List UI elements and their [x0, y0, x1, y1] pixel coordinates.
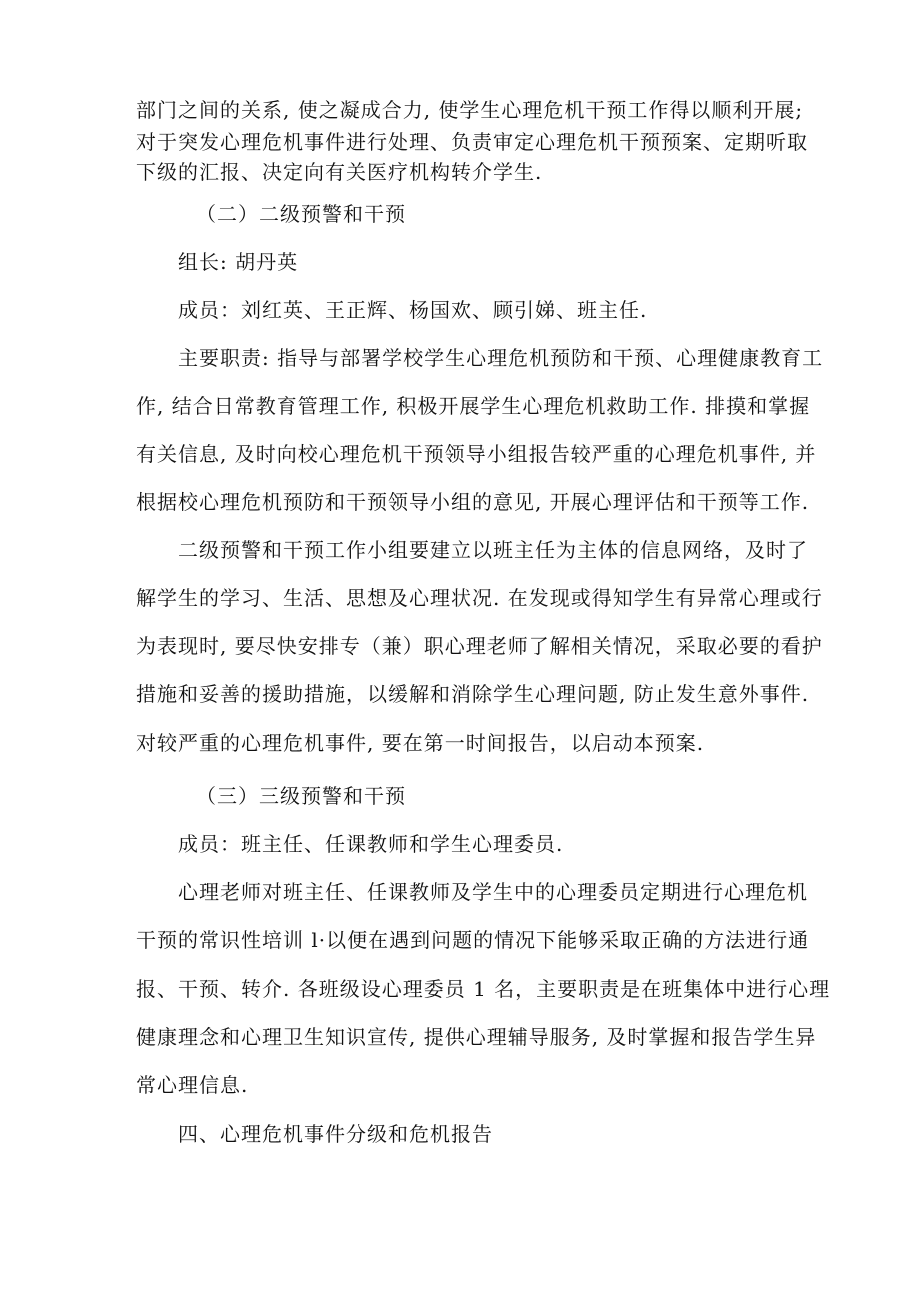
- text-line: 根据校心理危机预防和干预领导小组的意见, 开展心理评估和干预等工作.: [136, 490, 810, 514]
- text-line: 健康理念和心理卫生知识宣传, 提供心理辅导服务, 及时掌握和报告学生异: [136, 1025, 817, 1049]
- text-line: 成员：班主任、任课教师和学生心理委员.: [178, 832, 564, 856]
- text-line: 组长: 胡丹英: [178, 250, 299, 274]
- section-heading-2: （二）二级预警和干预: [196, 202, 406, 226]
- text-line: 常心理信息.: [136, 1073, 249, 1097]
- text-line: 解学生的学习、生活、思想及心理状况. 在发现或得知学生有异常心理或行: [136, 586, 823, 610]
- text-line: 二级预警和干预工作小组要建立以班主任为主体的信息网络，及时了: [178, 538, 808, 562]
- text-line: 为表现时, 要尽快安排专（兼）职心理老师了解相关情况，采取必要的看护: [136, 634, 823, 658]
- text-line: 有关信息, 及时向校心理危机干预领导小组报告较严重的心理危机事件, 并: [136, 442, 817, 466]
- text-line: 对于突发心理危机事件进行处理、负责审定心理危机干预预案、定期听取: [136, 130, 808, 154]
- text-line: 主要职责: 指导与部署学校学生心理危机预防和干预、心理健康教育工: [178, 346, 824, 370]
- text-line: 干预的常识性培训 l·以便在遇到问题的情况下能够采取正确的方法进行通: [136, 928, 810, 952]
- text-line: 对较严重的心理危机事件, 要在第一时间报告，以启动本预案.: [136, 731, 705, 755]
- section-heading-4: 四、心理危机事件分级和危机报告: [178, 1122, 493, 1146]
- section-heading-3: （三）三级预警和干预: [196, 784, 406, 808]
- text-line: 心理老师对班主任、任课教师及学生中的心理委员定期进行心理危机: [178, 880, 808, 904]
- text-line: 作, 结合日常教育管理工作, 积极开展学生心理危机救助工作. 排摸和掌握: [136, 394, 811, 418]
- text-line: 下级的汇报、决定向有关医疗机构转介学生.: [136, 160, 543, 184]
- text-line: 措施和妥善的援助措施，以缓解和消除学生心理问题, 防止发生意外事件.: [136, 682, 810, 706]
- text-line: 报、干预、转介. 各班级设心理委员 1 名，主要职责是在班集体中进行心理: [136, 977, 831, 1001]
- text-line: 成员：刘红英、王正辉、杨国欢、顾引娣、班主任.: [178, 298, 648, 322]
- text-line: 部门之间的关系, 使之凝成合力, 使学生心理危机干预工作得以顺利开展;: [136, 98, 804, 122]
